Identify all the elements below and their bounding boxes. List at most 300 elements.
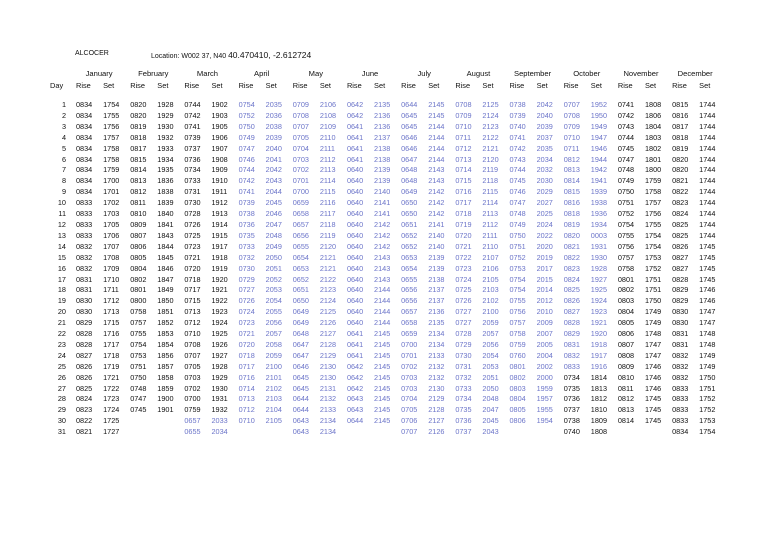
- set-time-cell: 1952: [590, 100, 608, 109]
- set-time-cell: 1744: [699, 165, 716, 175]
- rise-time-cell: 0829: [672, 285, 689, 295]
- rise-time-cell: 0705: [184, 361, 201, 371]
- rise-time-cell: 0640: [346, 252, 364, 262]
- table-row: [48, 122, 722, 133]
- rise-time-cell: 0714: [238, 383, 255, 393]
- location-coords: 40.470410, -2.612724: [228, 50, 312, 60]
- set-time-cell: 2025: [536, 209, 553, 219]
- rise-time-cell: 0819: [130, 121, 147, 131]
- rise-time-cell: 0831: [672, 329, 689, 339]
- set-time-cell: 1947: [590, 132, 608, 142]
- sunrise-sunset-table: [48, 69, 722, 438]
- rise-time-cell: 0706: [401, 416, 418, 426]
- set-time-cell: 2114: [482, 198, 499, 208]
- set-time-cell: 1908: [211, 154, 228, 164]
- set-time-cell: 1706: [103, 230, 120, 240]
- rise-time-cell: 0732: [455, 372, 472, 382]
- rise-time-cell: 0727: [238, 285, 255, 295]
- set-time-cell: 1911: [211, 187, 228, 197]
- set-time-cell: 1801: [644, 154, 662, 164]
- set-time-cell: 2120: [482, 154, 499, 164]
- set-time-cell: 1758: [644, 187, 662, 197]
- day-number: 24: [57, 350, 66, 360]
- set-time-cell: 1723: [103, 394, 120, 404]
- set-time-cell: 2141: [428, 219, 445, 229]
- set-time-cell: 1808: [590, 427, 608, 437]
- set-time-cell: 2044: [265, 187, 282, 197]
- set-time-cell: 2051: [482, 372, 499, 382]
- rise-time-cell: 0721: [455, 241, 472, 251]
- rise-time-cell: 0738: [509, 100, 526, 109]
- set-time-cell: 2039: [536, 121, 553, 131]
- set-time-cell: 2111: [482, 230, 498, 240]
- rise-time-cell: 0831: [672, 339, 689, 349]
- set-time-cell: 2002: [536, 361, 553, 371]
- set-time-cell: 2143: [428, 176, 445, 186]
- set-time-cell: 2105: [482, 274, 499, 284]
- rise-time-cell: 0707: [401, 427, 418, 437]
- set-time-cell: 2139: [374, 165, 391, 175]
- set-time-cell: 2134: [319, 427, 337, 437]
- set-time-cell: 1719: [103, 361, 120, 371]
- rise-time-cell: 0654: [401, 263, 418, 273]
- rise-time-cell: 0813: [130, 176, 147, 186]
- rise-time-cell: 0805: [509, 405, 526, 415]
- set-time-cell: 1912: [211, 198, 228, 208]
- rise-time-cell: 0721: [184, 252, 201, 262]
- set-time-cell: 1744: [699, 121, 716, 131]
- table-row: [48, 275, 722, 286]
- set-time-cell: 2043: [482, 427, 499, 437]
- set-time-cell: 1930: [211, 383, 228, 393]
- month-header: February: [138, 69, 169, 79]
- rise-time-cell: 0746: [238, 154, 255, 164]
- rise-time-cell: 0727: [455, 307, 472, 317]
- set-time-cell: 1754: [699, 427, 716, 437]
- set-time-cell: 2139: [374, 176, 391, 186]
- rise-time-cell: 0702: [401, 361, 418, 371]
- day-column-header: Day: [50, 80, 64, 90]
- set-time-cell: 2053: [265, 285, 282, 295]
- rise-time-cell: 0828: [76, 329, 93, 339]
- rise-time-cell: 0809: [130, 219, 147, 229]
- set-time-cell: 1717: [103, 339, 120, 349]
- rise-time-cell: 0756: [617, 241, 635, 251]
- rise-time-cell: 0826: [76, 361, 93, 371]
- rise-time-cell: 0640: [346, 198, 364, 208]
- rise-time-cell: 0804: [509, 394, 526, 404]
- rise-time-cell: 0834: [76, 187, 93, 197]
- month-header: June: [361, 69, 379, 79]
- rise-time-cell: 0709: [455, 110, 472, 120]
- set-column-header: Set: [482, 80, 494, 90]
- rise-time-cell: 0734: [184, 165, 201, 175]
- rise-time-cell: 0720: [184, 263, 201, 273]
- location-info: [151, 50, 311, 60]
- set-time-cell: 2055: [265, 307, 282, 317]
- rise-time-cell: 0640: [346, 187, 364, 197]
- rise-time-cell: 0710: [563, 132, 580, 142]
- set-time-cell: 2137: [428, 285, 445, 295]
- day-number: 16: [57, 263, 66, 273]
- rise-time-cell: 0749: [238, 132, 255, 142]
- set-time-cell: 1851: [157, 307, 174, 317]
- rise-time-cell: 0724: [238, 307, 255, 317]
- set-time-cell: 1917: [211, 241, 228, 251]
- day-number: 13: [57, 230, 66, 240]
- set-time-cell: 2054: [265, 296, 282, 306]
- table-row: [48, 351, 722, 362]
- set-time-cell: 2103: [265, 394, 282, 404]
- set-time-cell: 2136: [428, 307, 445, 317]
- set-time-cell: 2142: [428, 187, 445, 197]
- rise-time-cell: 0641: [346, 329, 364, 339]
- rise-time-cell: 0702: [292, 165, 309, 175]
- table-row: [48, 144, 722, 155]
- set-time-cell: 2145: [374, 416, 391, 426]
- rise-time-cell: 0646: [401, 132, 418, 142]
- rise-time-cell: 0750: [509, 230, 526, 240]
- rise-time-cell: 0748: [617, 165, 635, 175]
- rise-time-cell: 0830: [76, 296, 93, 306]
- location-header: [0, 49, 768, 63]
- day-number: 12: [57, 219, 66, 229]
- rise-time-cell: 0806: [617, 329, 635, 339]
- set-time-cell: 1846: [157, 263, 174, 273]
- rise-time-cell: 0715: [455, 176, 472, 186]
- set-time-cell: 2100: [482, 307, 499, 317]
- set-time-cell: 1901: [157, 405, 174, 415]
- set-time-cell: 1931: [211, 394, 228, 404]
- day-number: 21: [57, 318, 66, 328]
- set-time-cell: 1725: [103, 416, 120, 426]
- rise-time-cell: 0742: [238, 176, 255, 186]
- rise-time-cell: 0719: [455, 219, 472, 229]
- set-time-cell: 1751: [699, 383, 716, 393]
- day-number: 2: [61, 110, 66, 120]
- set-time-cell: 1745: [644, 405, 662, 415]
- rise-time-cell: 0831: [76, 285, 93, 295]
- rise-time-cell: 0827: [76, 350, 93, 360]
- rise-time-cell: 0833: [672, 383, 689, 393]
- rise-time-cell: 0657: [292, 219, 309, 229]
- rise-time-cell: 0825: [563, 285, 580, 295]
- day-number: 8: [61, 176, 66, 186]
- set-column-header: Set: [590, 80, 602, 90]
- rise-time-cell: 0758: [130, 307, 147, 317]
- set-time-cell: 1745: [644, 394, 662, 404]
- set-time-cell: 2118: [482, 176, 499, 186]
- rise-time-cell: [506, 427, 533, 438]
- rise-time-cell: 0827: [563, 307, 580, 317]
- set-time-cell: 2051: [265, 263, 282, 273]
- set-time-cell: 2144: [428, 132, 445, 142]
- day-number: 19: [57, 296, 66, 306]
- rise-time-cell: 0742: [509, 143, 526, 153]
- rise-time-cell: 0735: [563, 383, 580, 393]
- rise-time-cell: 0823: [76, 405, 93, 415]
- rise-time-cell: 0713: [184, 307, 201, 317]
- rise-time-cell: 0809: [617, 361, 635, 371]
- set-time-cell: 1929: [157, 110, 174, 120]
- set-time-cell: 2056: [265, 318, 282, 328]
- set-time-cell: 1750: [644, 296, 662, 306]
- rise-time-cell: 0820: [672, 165, 689, 175]
- rise-time-cell: 0820: [672, 154, 689, 164]
- set-time-cell: 1727: [103, 427, 120, 437]
- day-number: 5: [61, 143, 66, 153]
- set-column-header: Set: [428, 80, 440, 90]
- table-row: [48, 100, 722, 111]
- rise-time-cell: 0747: [617, 154, 635, 164]
- rise-time-cell: 0733: [455, 383, 472, 393]
- set-time-cell: 2036: [265, 110, 282, 120]
- rise-time-cell: 0741: [238, 187, 255, 197]
- set-time-cell: 1839: [157, 198, 174, 208]
- set-time-cell: 2136: [374, 121, 391, 131]
- rise-time-cell: 0651: [401, 219, 418, 229]
- rise-time-cell: 0812: [130, 187, 147, 197]
- set-time-cell: 2116: [319, 198, 336, 208]
- set-time-cell: 1744: [699, 154, 716, 164]
- rise-time-cell: 0833: [76, 209, 93, 219]
- set-time-cell: 2130: [428, 383, 445, 393]
- rise-time-cell: 0833: [76, 230, 93, 240]
- set-time-cell: 2010: [536, 307, 553, 317]
- table-row: [48, 165, 722, 176]
- set-time-cell: 2054: [482, 350, 499, 360]
- rise-time-cell: 0640: [346, 318, 364, 328]
- rise-time-cell: 0658: [401, 318, 418, 328]
- rise-time-cell: 0834: [76, 132, 93, 142]
- rise-time-cell: 0804: [130, 263, 147, 273]
- set-time-cell: 1910: [211, 176, 228, 186]
- rise-time-cell: 0824: [563, 274, 580, 284]
- rise-time-cell: 0703: [401, 383, 418, 393]
- set-time-cell: 2141: [374, 198, 391, 208]
- set-time-cell: 2142: [374, 219, 391, 229]
- set-time-cell: 2053: [482, 361, 499, 371]
- set-time-cell: 2130: [319, 361, 337, 371]
- rise-time-cell: 0833: [563, 361, 580, 371]
- set-time-cell: 2145: [374, 383, 391, 393]
- table-row: [48, 384, 722, 395]
- rise-time-cell: 0650: [401, 198, 418, 208]
- month-header: March: [196, 69, 219, 79]
- month-header: December: [677, 69, 713, 79]
- set-time-cell: 2045: [482, 416, 499, 426]
- set-time-cell: 0003: [590, 230, 608, 240]
- rise-time-cell: 0739: [509, 110, 526, 120]
- rise-time-cell: 0645: [292, 372, 309, 382]
- set-time-cell: 2144: [374, 307, 391, 317]
- set-time-cell: 1722: [103, 383, 120, 393]
- rise-time-cell: 0659: [401, 329, 418, 339]
- rise-time-cell: 0713: [455, 154, 472, 164]
- set-time-cell: 2135: [428, 318, 445, 328]
- set-time-cell: 2120: [319, 241, 337, 251]
- rise-time-cell: 0753: [509, 263, 526, 273]
- set-time-cell: 2107: [482, 252, 499, 262]
- set-time-cell: 2009: [536, 318, 553, 328]
- set-time-cell: 2110: [319, 132, 336, 142]
- set-time-cell: 2045: [265, 198, 282, 208]
- set-time-cell: 1906: [211, 132, 228, 142]
- set-time-cell: 2015: [536, 274, 553, 284]
- day-number: 14: [57, 241, 66, 251]
- rise-time-cell: 0834: [76, 165, 93, 175]
- set-time-cell: 2004: [536, 350, 553, 360]
- rise-column-header: Rise: [76, 80, 91, 90]
- rise-time-cell: 0730: [455, 350, 472, 360]
- set-time-cell: 1746: [699, 285, 716, 295]
- rise-time-cell: 0640: [346, 165, 364, 175]
- rise-time-cell: 0830: [672, 318, 689, 328]
- set-time-cell: 1903: [211, 110, 228, 120]
- rise-time-cell: 0645: [292, 383, 309, 393]
- set-time-cell: 2145: [374, 394, 391, 404]
- set-time-cell: 2142: [428, 198, 445, 208]
- set-time-cell: 2129: [428, 394, 445, 404]
- rise-time-cell: 0724: [455, 274, 472, 284]
- rise-time-cell: 0831: [563, 339, 580, 349]
- set-time-cell: 2132: [319, 394, 337, 404]
- rise-time-cell: 0712: [238, 405, 255, 415]
- set-time-cell: 1808: [644, 100, 662, 109]
- set-time-cell: 2049: [265, 241, 282, 251]
- rise-time-cell: 0717: [184, 285, 201, 295]
- set-time-cell: 1748: [699, 329, 716, 339]
- rise-time-cell: 0750: [238, 121, 255, 131]
- set-time-cell: 1744: [699, 209, 716, 219]
- set-time-cell: 2050: [265, 252, 282, 262]
- rise-time-cell: 0807: [130, 230, 147, 240]
- set-time-cell: 2048: [482, 394, 499, 404]
- day-number: 10: [57, 198, 66, 208]
- set-time-cell: 2123: [319, 285, 337, 295]
- set-time-cell: 2132: [428, 361, 445, 371]
- rise-time-cell: 0738: [563, 416, 580, 426]
- set-time-cell: 2112: [319, 154, 336, 164]
- rise-time-cell: 0832: [672, 350, 689, 360]
- set-time-cell: 1747: [699, 318, 716, 328]
- set-time-cell: 1745: [699, 241, 716, 251]
- set-time-cell: 1724: [103, 405, 120, 415]
- set-time-cell: 2144: [428, 121, 445, 131]
- rise-time-cell: 0834: [76, 154, 93, 164]
- set-time-cell: [533, 427, 560, 438]
- set-time-cell: 2136: [374, 110, 391, 120]
- rise-time-cell: 0816: [563, 198, 580, 208]
- rise-time-cell: 0717: [455, 198, 472, 208]
- table-row: [48, 427, 722, 438]
- set-time-cell: 1914: [211, 219, 228, 229]
- rise-time-cell: 0648: [401, 165, 418, 175]
- set-time-cell: 2134: [428, 339, 445, 349]
- rise-time-cell: 0753: [130, 350, 147, 360]
- rise-time-cell: 0737: [455, 427, 472, 437]
- rise-time-cell: 0812: [617, 394, 635, 404]
- set-time-cell: 2046: [265, 209, 282, 219]
- set-time-cell: 2033: [211, 416, 228, 426]
- rise-time-cell: 0803: [509, 383, 526, 393]
- rise-time-cell: 0644: [401, 100, 418, 109]
- set-time-cell: 2145: [374, 339, 391, 349]
- table-row: [48, 296, 722, 307]
- set-time-cell: 2113: [482, 209, 499, 219]
- set-time-cell: 1845: [157, 252, 174, 262]
- rise-time-cell: 0729: [455, 339, 472, 349]
- rise-time-cell: 0745: [130, 405, 147, 415]
- rise-time-cell: 0819: [672, 143, 689, 153]
- rise-time-cell: 0703: [184, 372, 201, 382]
- rise-time-cell: 0751: [617, 198, 635, 208]
- rise-time-cell: 0643: [292, 416, 309, 426]
- set-time-cell: 2112: [482, 219, 499, 229]
- set-time-cell: 1755: [644, 219, 662, 229]
- set-time-cell: 1902: [211, 100, 228, 109]
- set-time-cell: 2145: [428, 100, 445, 109]
- table-row: [48, 329, 722, 340]
- rise-time-cell: 0744: [184, 100, 201, 109]
- set-time-cell: 2133: [319, 405, 337, 415]
- set-time-cell: 2019: [536, 252, 553, 262]
- set-time-cell: 1840: [157, 209, 174, 219]
- rise-time-cell: 0748: [130, 383, 147, 393]
- set-time-cell: 1918: [590, 339, 608, 349]
- set-time-cell: 2131: [319, 383, 337, 393]
- set-time-cell: 1749: [699, 361, 716, 371]
- rise-time-cell: 0649: [292, 318, 309, 328]
- rise-time-cell: 0810: [130, 209, 147, 219]
- day-number: 23: [57, 339, 66, 349]
- set-time-cell: 1923: [590, 307, 608, 317]
- table-row: [48, 209, 722, 220]
- set-time-cell: 2138: [374, 154, 391, 164]
- rise-time-cell: 0806: [130, 241, 147, 251]
- rise-time-cell: 0640: [346, 219, 364, 229]
- set-time-cell: 1941: [590, 176, 608, 186]
- set-time-cell: [641, 427, 668, 438]
- set-column-header: Set: [103, 80, 115, 90]
- rise-time-cell: 0832: [672, 372, 689, 382]
- rise-time-cell: 0640: [346, 209, 364, 219]
- rise-time-cell: 0655: [184, 427, 201, 437]
- set-time-cell: 2056: [482, 339, 499, 349]
- rise-time-cell: 0834: [76, 143, 93, 153]
- rise-time-cell: 0716: [455, 187, 472, 197]
- rise-time-cell: 0718: [184, 274, 201, 284]
- rise-time-cell: 0641: [346, 350, 364, 360]
- rise-time-cell: 0736: [238, 219, 255, 229]
- set-time-cell: 1925: [590, 285, 608, 295]
- rise-time-cell: 0811: [130, 198, 146, 208]
- set-time-cell: 1746: [644, 372, 662, 382]
- table-row: [48, 362, 722, 373]
- rise-time-cell: 0703: [292, 154, 309, 164]
- rise-time-cell: 0754: [130, 339, 147, 349]
- set-time-cell: 2101: [265, 372, 282, 382]
- rise-time-cell: 0802: [509, 372, 526, 382]
- set-time-cell: 2032: [536, 165, 553, 175]
- set-time-cell: 2040: [265, 143, 282, 153]
- set-time-cell: 2057: [482, 329, 499, 339]
- rise-time-cell: 0642: [346, 100, 364, 109]
- rise-time-cell: 0755: [509, 296, 526, 306]
- rise-time-cell: 0650: [401, 209, 418, 219]
- rise-time-cell: 0728: [455, 329, 472, 339]
- rise-time-cell: 0759: [184, 405, 201, 415]
